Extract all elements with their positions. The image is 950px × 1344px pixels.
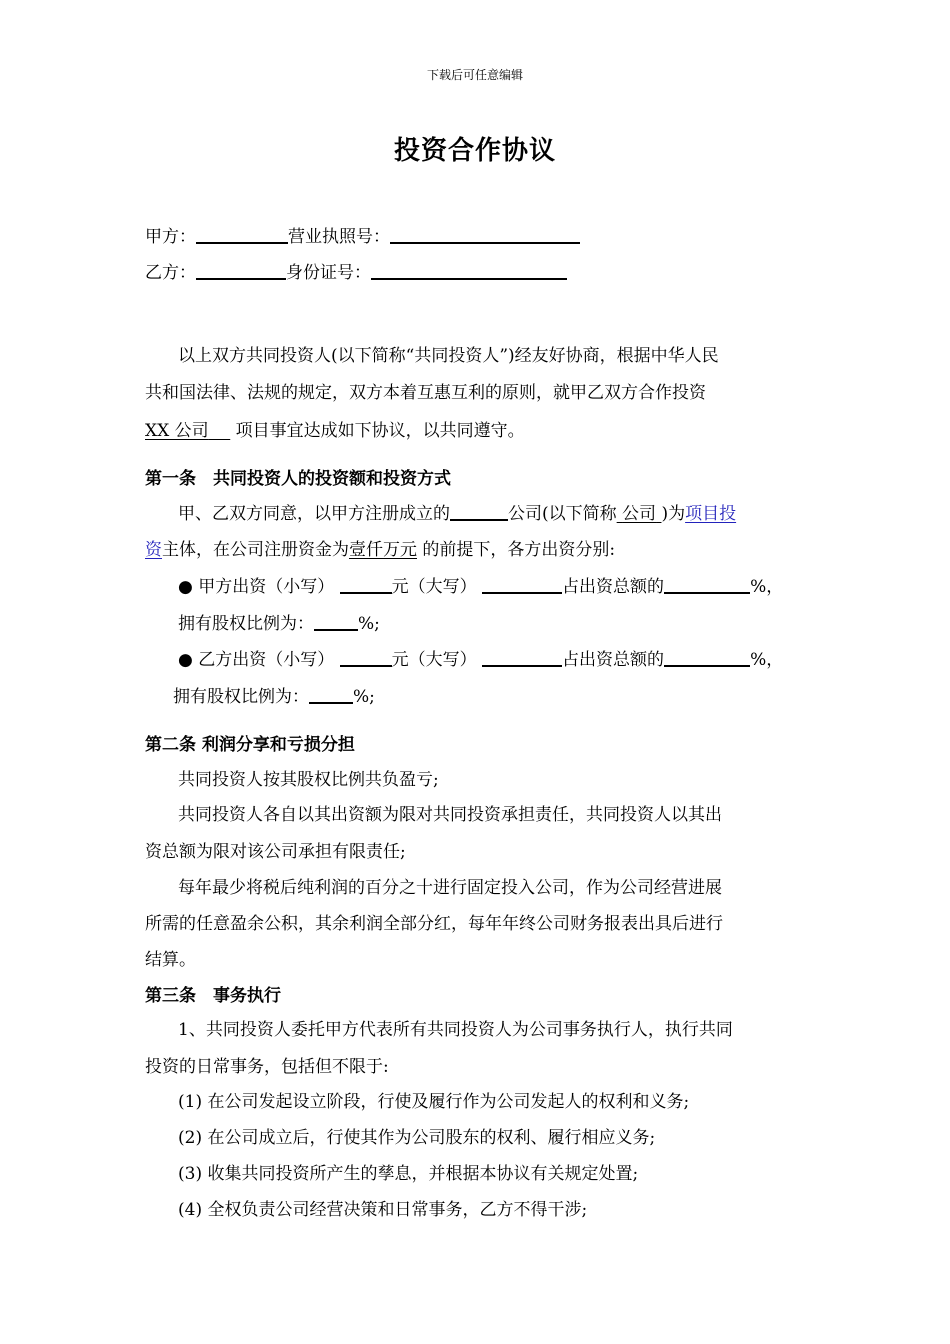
list-item: (3) 收集共同投资所产生的孳息，并根据本协议有关规定处置; — [178, 1164, 639, 1184]
article-1-para-line-1: 甲、乙双方同意，以甲方注册成立的 公司(以下简称 公司 )为项目投 — [178, 501, 736, 526]
a-share-blank[interactable] — [664, 574, 750, 594]
a-amount-big-blank[interactable] — [482, 574, 562, 594]
party-b-line — [145, 260, 567, 285]
company-short: 公司 — [622, 504, 657, 524]
b-equity-blank[interactable] — [309, 684, 353, 704]
id-label: 身份证号： — [286, 263, 371, 283]
company-name: XX 公司 — [145, 421, 209, 441]
article-2-para-3-line-2: 所需的任意盈余公积，其余利润全部分红，每年年终公司财务报表出具后进行 — [145, 914, 723, 934]
party-b-label: 乙方： — [145, 263, 196, 283]
article-2-para-2-line-1: 共同投资人各自以其出资额为限对共同投资承担责任，共同投资人以其出 — [178, 805, 722, 825]
header-note: 下载后可任意编辑 — [426, 68, 523, 82]
intro-line-1: 以上双方共同投资人(以下简称“共同投资人”)经友好协商，根据中华人民 — [178, 346, 719, 366]
article-1-heading: 第一条 共同投资人的投资额和投资方式 — [145, 469, 451, 489]
bullet-icon: ● — [178, 577, 193, 597]
a-amount-small-blank[interactable] — [340, 574, 392, 594]
article-1-para-line-2: 资主体，在公司注册资金为壹仟万元 的前提下，各方出资分别: — [145, 540, 616, 560]
list-item: (4) 全权负责公司经营决策和日常事务，乙方不得干涉; — [178, 1200, 588, 1220]
party-b-investment-line: ● 乙方出资（小写） 元（大写） 占出资总额的 %， — [178, 647, 783, 672]
party-a-label: 甲方： — [145, 227, 196, 247]
article-3-para-1-line-2: 投资的日常事务，包括但不限于: — [145, 1057, 389, 1077]
intro-line-2: 共和国法律、法规的规定，双方本着互惠互利的原则，就甲乙双方合作投资 — [145, 383, 706, 403]
a-equity-blank[interactable] — [314, 611, 358, 631]
project-investment-link[interactable]: 项目投 — [685, 504, 737, 524]
license-blank[interactable] — [390, 224, 580, 244]
page-title: 投资合作协议 — [393, 136, 556, 166]
party-b-blank[interactable] — [196, 260, 286, 280]
party-a-investment-line: ● 甲方出资（小写） 元（大写） 占出资总额的 %， — [178, 574, 783, 599]
article-2-para-3-line-1: 每年最少将税后纯利润的百分之十进行固定投入公司，作为公司经营进展 — [178, 878, 722, 898]
company-blank[interactable] — [450, 501, 508, 521]
party-a-equity-line: 拥有股权比例为： %; — [178, 611, 380, 636]
b-amount-big-blank[interactable] — [482, 647, 562, 667]
registered-capital: 壹仟万元 — [349, 540, 417, 560]
license-label: 营业执照号： — [288, 227, 390, 247]
party-a-blank[interactable] — [196, 224, 288, 244]
article-2-para-3-line-3: 结算。 — [145, 950, 196, 970]
article-3-heading: 第三条 事务执行 — [145, 986, 281, 1006]
list-item: (1) 在公司发起设立阶段，行使及履行作为公司发起人的权利和义务; — [178, 1092, 690, 1112]
article-2-para-1: 共同投资人按其股权比例共负盈亏; — [178, 770, 439, 790]
list-item: (2) 在公司成立后，行使其作为公司股东的权利、履行相应义务; — [178, 1128, 656, 1148]
article-2-heading: 第二条 利润分享和亏损分担 — [145, 735, 355, 755]
intro-line-3: XX 公司 项目事宜达成如下协议，以共同遵守。 — [145, 421, 525, 441]
article-2-para-2-line-2: 资总额为限对该公司承担有限责任; — [145, 842, 406, 862]
bullet-icon: ● — [178, 650, 193, 670]
article-3-para-1-line-1: 1、共同投资人委托甲方代表所有共同投资人为公司事务执行人，执行共同 — [178, 1020, 733, 1040]
party-b-equity-line: 拥有股权比例为： %; — [173, 684, 375, 709]
id-blank[interactable] — [371, 260, 567, 280]
b-amount-small-blank[interactable] — [340, 647, 392, 667]
b-share-blank[interactable] — [664, 647, 750, 667]
party-a-line — [145, 224, 580, 249]
project-investment-link-cont[interactable]: 资 — [145, 540, 162, 560]
